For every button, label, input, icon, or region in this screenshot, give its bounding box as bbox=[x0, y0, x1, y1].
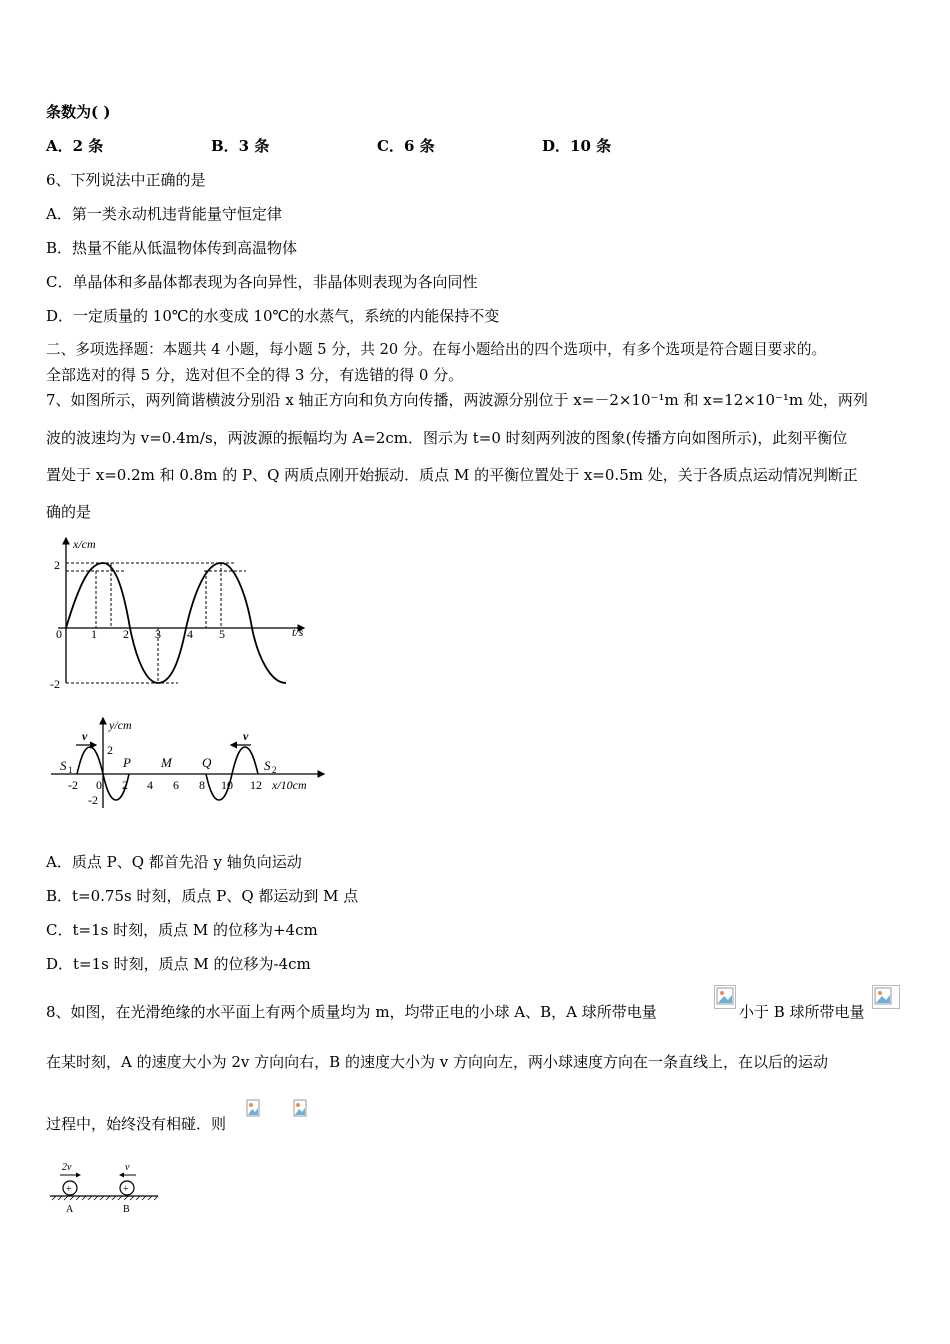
graph1-xtick-2: 2 bbox=[123, 627, 129, 641]
q7-stem-line1: 7、如图所示，两列简谐横波分别沿 x 轴正方向和负方向传播，两波源分别位于 x=－2×10⁻¹m 和 x=12×10⁻¹m 处，两列 bbox=[46, 391, 868, 409]
q8-stem-line2: 在某时刻，A 的速度大小为 2v 方向向右，B 的速度大小为 v 方向向左，两小球速度方向在一条直线上，在以后的运动 bbox=[46, 1053, 828, 1071]
graph2-xtick-0: 0 bbox=[96, 778, 102, 792]
graph2-ylabel: y/cm bbox=[109, 718, 132, 732]
graph2-v-left: v bbox=[82, 729, 88, 743]
q6-option-d: D．一定质量的 10℃的水变成 10℃的水蒸气，系统的内能保持不变 bbox=[46, 307, 500, 325]
q8-stem-line1b: 小于 B 球所带电量 bbox=[739, 1003, 865, 1021]
graph2-label-s: S bbox=[60, 758, 67, 773]
vibration-curve bbox=[66, 563, 286, 683]
graph1-ytick-minus2: -2 bbox=[50, 677, 60, 691]
graph2-ytick-minus2: -2 bbox=[88, 793, 98, 807]
graph2-label-s2-sub: 2 bbox=[272, 765, 277, 775]
q7-option-d: D．t=1s 时刻，质点 M 的位移为-4cm bbox=[46, 955, 311, 973]
graph2-label-p: P bbox=[123, 755, 131, 770]
ball-b-plus: + bbox=[123, 1184, 129, 1195]
graph1-xtick-4: 4 bbox=[187, 627, 193, 641]
graph2-xtick-4: 4 bbox=[147, 778, 153, 792]
wave-graph bbox=[46, 712, 336, 812]
q7-option-a: A．质点 P、Q 都首先沿 y 轴负向运动 bbox=[46, 853, 302, 871]
vibration-graph bbox=[46, 533, 316, 695]
q8-stem-line3: 过程中，始终没有相碰．则 bbox=[46, 1115, 227, 1133]
q7-stem-line3: 置处于 x=0.2m 和 0.8m 的 P、Q 两质点刚开始振动．质点 M 的平衡位置处于 x=0.5m 处，关于各质点运动情况判断正 bbox=[46, 466, 858, 484]
q5-option-b: B．3 条 bbox=[211, 137, 270, 155]
q8-balls-figure bbox=[46, 1158, 166, 1218]
graph2-xtick-2: 2 bbox=[122, 778, 128, 792]
q7-stem-line2: 波的波速均为 v=0.4m/s，两波源的振幅均为 A=2cm．图示为 t=0 时刻两列波的图象(传播方向如图所示)，此刻平衡位 bbox=[46, 429, 848, 447]
ball-a-plus: + bbox=[66, 1184, 72, 1195]
graph2-v-right: v bbox=[243, 729, 249, 743]
graph2-xtick-10: 10 bbox=[221, 778, 233, 792]
q8-label-2v: 2v bbox=[62, 1162, 72, 1173]
q5-option-c: C．6 条 bbox=[377, 137, 435, 155]
broken-image-icon bbox=[292, 1098, 306, 1120]
q8-label-a: A bbox=[66, 1204, 74, 1215]
graph2-label-q: Q bbox=[202, 755, 212, 770]
q8-stem-line1a: 8、如图，在光滑绝缘的水平面上有两个质量均为 m，均带正电的小球 A、B，A 球所带电量 bbox=[46, 1003, 657, 1021]
graph2-label-m: M bbox=[161, 755, 172, 770]
graph2-label-s1-sub: 1 bbox=[68, 765, 73, 775]
graph1-xtick-1: 1 bbox=[91, 627, 97, 641]
q5-option-a: A．2 条 bbox=[46, 137, 104, 155]
section2-header-line2: 全部选对的得 5 分，选对但不全的得 3 分，有选错的得 0 分。 bbox=[46, 366, 464, 384]
graph2-xlabel: x/10cm bbox=[272, 778, 307, 792]
q6-option-c: C．单晶体和多晶体都表现为各向异性，非晶体则表现为各向同性 bbox=[46, 273, 478, 291]
q5-stem-tail: 条数为( ) bbox=[46, 103, 111, 121]
q7-stem-line4: 确的是 bbox=[46, 503, 92, 521]
graph2-xtick-6: 6 bbox=[173, 778, 179, 792]
graph1-ylabel: x/cm bbox=[73, 537, 96, 551]
graph1-xtick-3: 3 bbox=[155, 627, 161, 641]
q6-stem: 6、下列说法中正确的是 bbox=[46, 171, 206, 189]
q6-option-b: B．热量不能从低温物体传到高温物体 bbox=[46, 239, 298, 257]
graph1-xtick-0: 0 bbox=[56, 627, 62, 641]
graph1-xlabel: t/s bbox=[292, 625, 304, 639]
broken-image-icon bbox=[872, 985, 900, 1009]
broken-image-icon bbox=[714, 985, 736, 1009]
graph1-xtick-5: 5 bbox=[219, 627, 225, 641]
broken-image-icon bbox=[245, 1098, 259, 1120]
graph2-xtick-12: 12 bbox=[250, 778, 262, 792]
graph2-label-s2: S bbox=[264, 758, 271, 773]
graph2-xtick-minus2: -2 bbox=[68, 778, 78, 792]
q6-option-a: A．第一类永动机违背能量守恒定律 bbox=[46, 205, 282, 223]
q5-option-d: D．10 条 bbox=[542, 137, 612, 155]
graph2-ytick-2: 2 bbox=[107, 743, 113, 757]
q8-label-v: v bbox=[125, 1162, 130, 1173]
section2-header-line1: 二、多项选择题：本题共 4 小题，每小题 5 分，共 20 分。在每小题给出的四个选项中，有多个选项是符合题目要求的。 bbox=[46, 341, 827, 358]
graph2-xtick-8: 8 bbox=[199, 778, 205, 792]
q8-label-b: B bbox=[123, 1204, 130, 1215]
q7-option-b: B．t=0.75s 时刻，质点 P、Q 都运动到 M 点 bbox=[46, 887, 359, 905]
q7-option-c: C．t=1s 时刻，质点 M 的位移为+4cm bbox=[46, 921, 318, 939]
graph1-ytick-2: 2 bbox=[54, 558, 60, 572]
